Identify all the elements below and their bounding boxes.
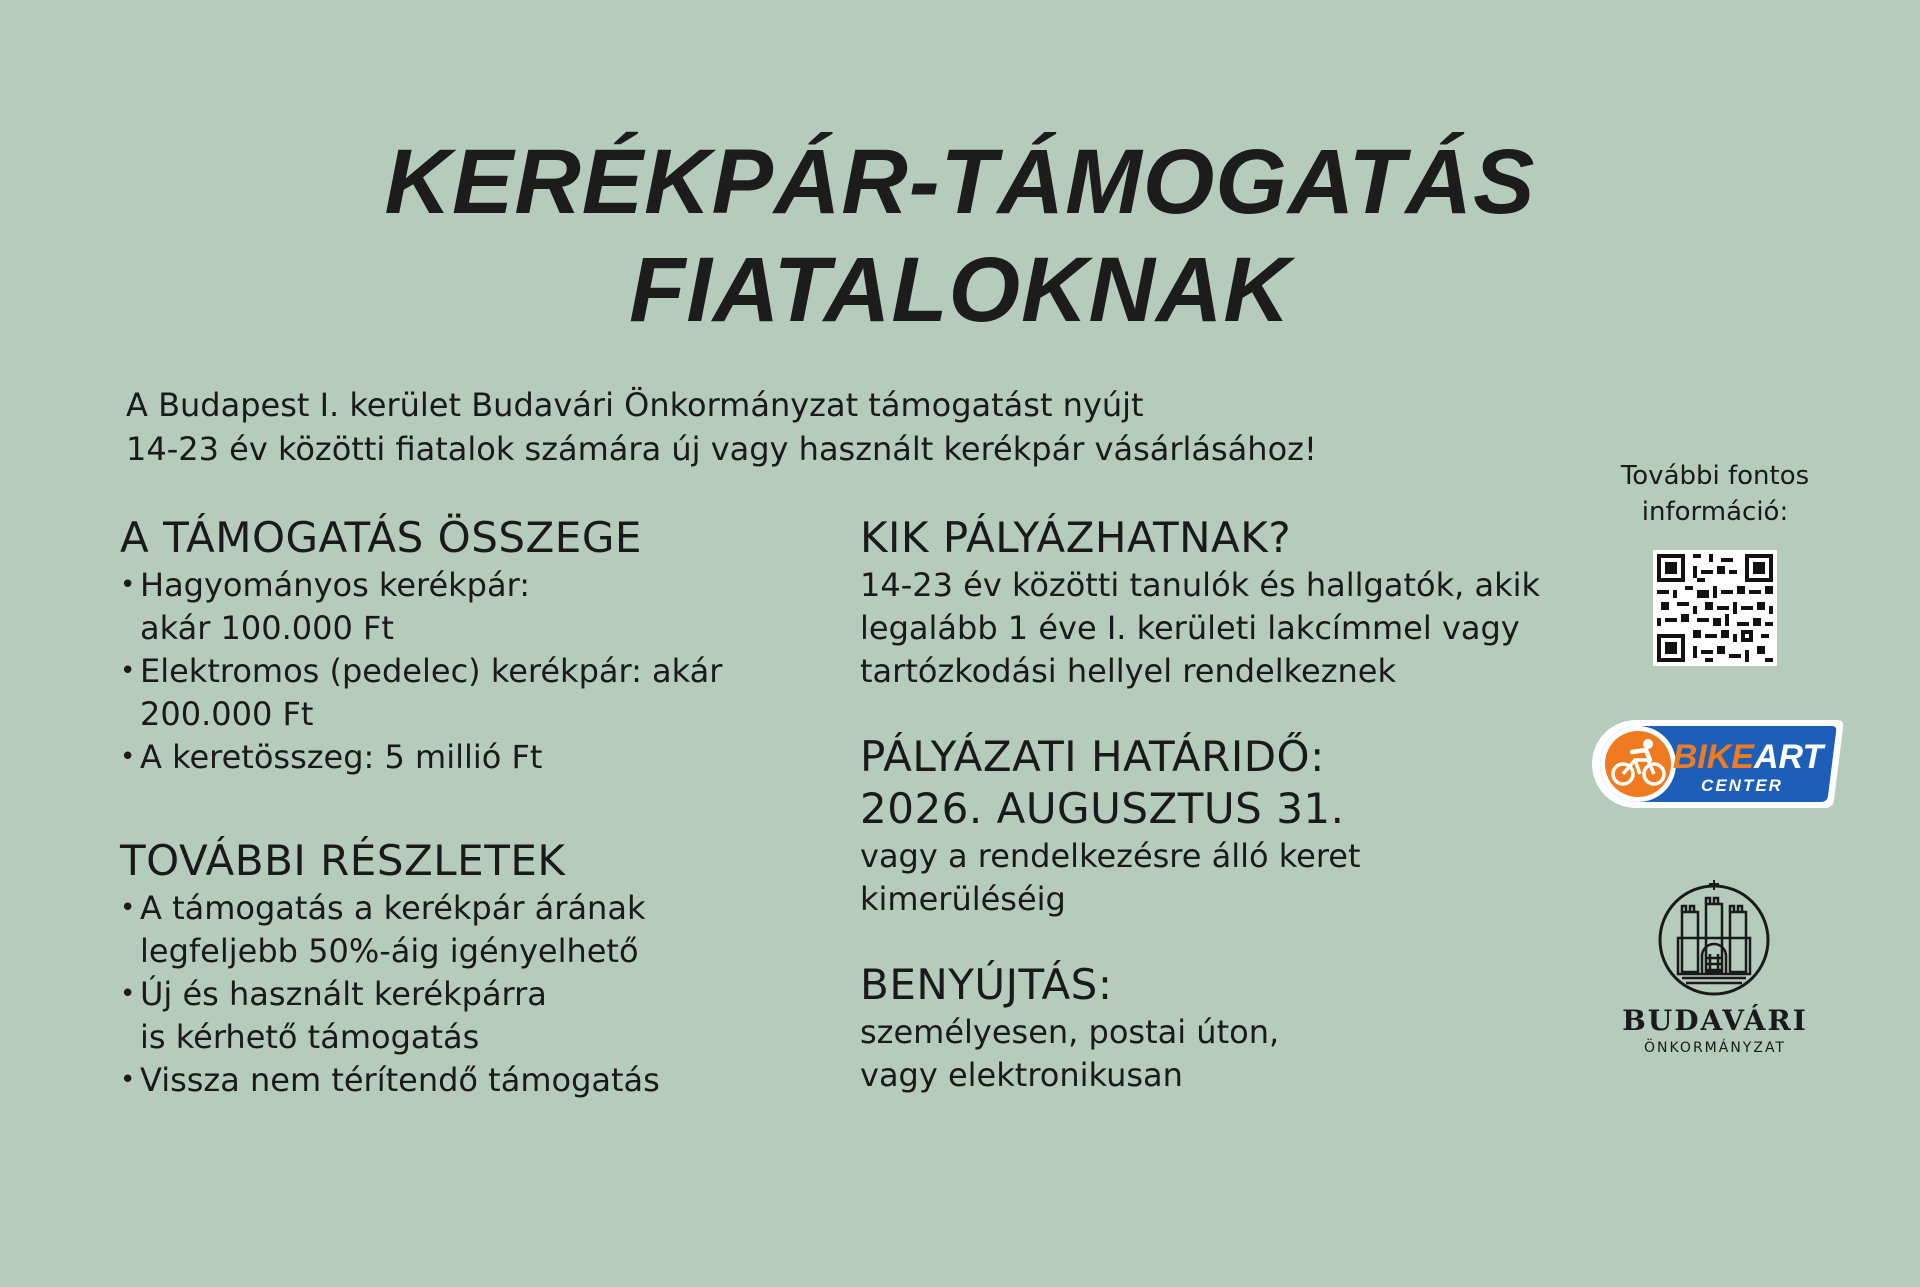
deadline-line: vagy a rendelkezésre álló keret — [860, 837, 1361, 875]
list-item — [120, 973, 820, 1059]
info-block — [1560, 458, 1870, 666]
list-item-line: akár 100.000 Ft — [140, 609, 394, 647]
intro-text — [126, 383, 1426, 471]
deadline-date: 2026. AUGUSZTUS 31. — [860, 784, 1345, 833]
list-item-line: Hagyományos kerékpár: — [140, 566, 530, 604]
amount-heading: A TÁMOGATÁS ÖSSZEGE — [120, 513, 642, 562]
list-item-line: 200.000 Ft — [140, 695, 314, 733]
who-heading: KIK PÁLYÁZHATNAK? — [860, 513, 1292, 562]
page-title — [0, 128, 1920, 344]
details-section — [120, 835, 820, 1102]
intro-line-1: A Budapest I. kerület Budavári Önkormányzat támogatást nyújt — [126, 386, 1144, 424]
who-line: legalább 1 éve I. kerületi lakcímmel vagy — [860, 609, 1520, 647]
list-item — [120, 650, 820, 736]
title-line-1: KERÉKPÁR-TÁMOGATÁS — [384, 131, 1536, 233]
title-line-2: FIATALOKNAK — [629, 239, 1291, 341]
info-line: információ: — [1641, 497, 1789, 527]
details-heading: TOVÁBBI RÉSZLETEK — [120, 836, 566, 885]
bikeart-brand-text: BIKEART — [1672, 738, 1824, 776]
list-item — [120, 736, 820, 779]
deadline-heading: PÁLYÁZATI HATÁRIDŐ: — [860, 732, 1325, 781]
submit-text — [860, 1011, 1600, 1097]
list-item-line: is kérhető támogatás — [140, 1018, 480, 1056]
info-text — [1560, 458, 1870, 530]
crest-graphic — [1654, 878, 1774, 998]
list-item — [120, 1059, 820, 1102]
amount-list — [120, 564, 820, 779]
deadline-text — [860, 835, 1600, 921]
submit-line: személyesen, postai úton, — [860, 1013, 1280, 1051]
budavari-name: BUDAVÁRI — [1622, 1004, 1808, 1037]
qr-code-graphic — [1653, 550, 1777, 666]
details-list — [120, 887, 820, 1102]
amount-section — [120, 512, 820, 779]
who-line: tartózkodási hellyel rendelkeznek — [860, 652, 1396, 690]
budavari-logo-text — [1560, 1004, 1870, 1058]
who-line: 14-23 év közötti tanulók és hallgatók, akik — [860, 566, 1541, 604]
bikeart-sub-text: CENTER — [1701, 776, 1783, 795]
submit-heading: BENYÚJTÁS: — [860, 960, 1113, 1009]
intro-line-2: 14-23 év közötti fiatalok számára új vagy használt kerékpár vásárlásához! — [126, 430, 1317, 468]
submit-section — [860, 959, 1600, 1097]
bikeart-logo — [1588, 716, 1846, 812]
deadline-line: kimerüléséig — [860, 880, 1066, 918]
who-section — [860, 512, 1600, 693]
list-item — [120, 887, 820, 973]
list-item — [120, 564, 820, 650]
info-line: További fontos — [1620, 461, 1810, 491]
who-text — [860, 564, 1600, 693]
list-item-line: Vissza nem térítendő támogatás — [140, 1061, 660, 1099]
list-item-line: Elektromos (pedelec) kerékpár: akár — [140, 652, 723, 690]
bikeart-logo-graphic — [1588, 716, 1846, 812]
submit-line: vagy elektronikusan — [860, 1056, 1183, 1094]
list-item-line: A támogatás a kerékpár árának — [140, 889, 646, 927]
left-column — [120, 512, 820, 1158]
budavari-crest-icon — [1654, 878, 1774, 998]
list-item-line: legfeljebb 50%-áig igényelhető — [140, 932, 639, 970]
deadline-section — [860, 731, 1600, 921]
list-item-line: Új és használt kerékpárra — [140, 975, 547, 1013]
budavari-sub: ÖNKORMÁNYZAT — [1644, 1040, 1786, 1056]
qr-code-icon[interactable] — [1653, 550, 1777, 666]
middle-column — [860, 512, 1600, 1097]
list-item-line: A keretösszeg: 5 millió Ft — [140, 738, 543, 776]
